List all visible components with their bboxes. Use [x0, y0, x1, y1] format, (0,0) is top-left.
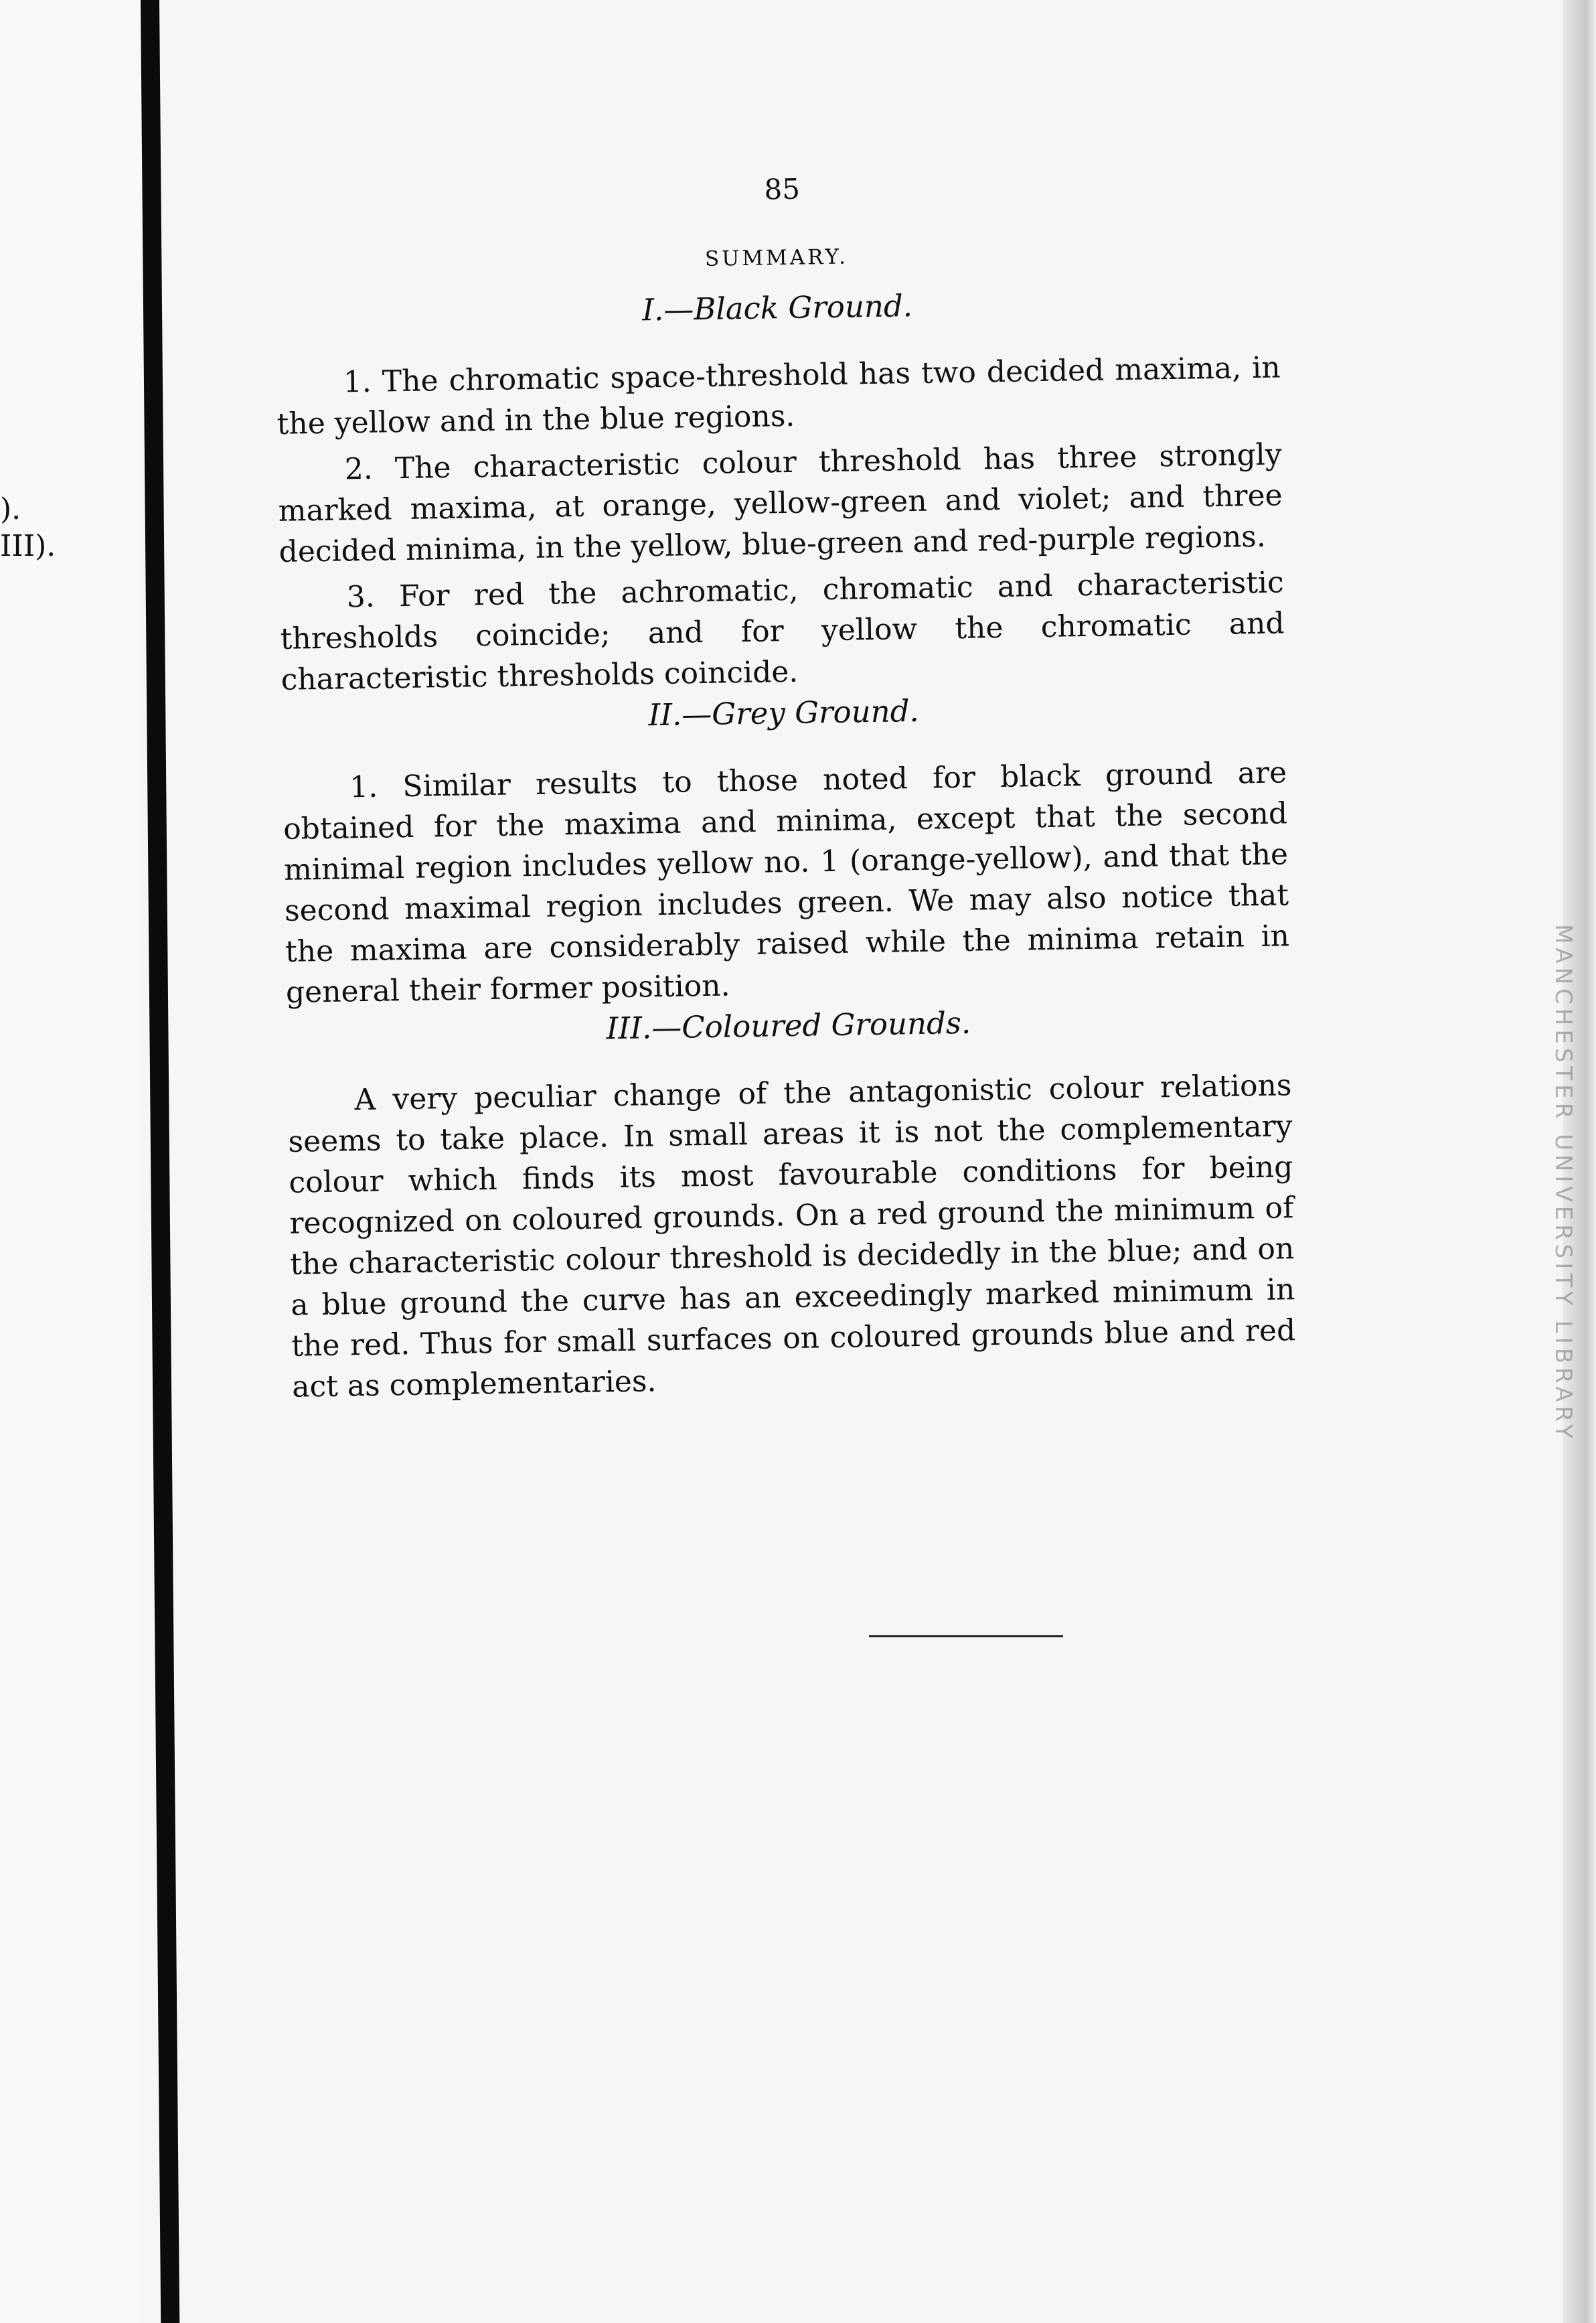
section-heading: I.—Black Ground.: [641, 288, 913, 328]
library-stamp: MANCHESTER UNIVERSITY LIBRARY: [1550, 924, 1577, 1442]
paragraph: 1. Similar results to those noted for black ground are obtained for the maxima and minima, except that the second minimal region includes yellow no. 1 (orange-yellow), and that the second maximal region includes green. We may also notice that the maxima are considerably raised while the minima retain in general their former position.: [283, 755, 1290, 1010]
margin-fragment: III).: [0, 529, 56, 563]
section-heading: II.—Grey Ground.: [648, 692, 920, 733]
end-rule: [869, 1635, 1063, 1637]
page-number: 85: [764, 172, 801, 206]
paragraph: 1. The chromatic space-threshold has two decided maxima, in the yellow and in the blue regions.: [276, 350, 1281, 441]
summary-title: SUMMARY.: [704, 244, 849, 271]
section-black-ground: [275, 282, 1285, 700]
page-content: [273, 165, 1297, 1407]
paragraph: 2. The characteristic colour threshold has three strongly marked maxima, at orange, yellow-green and violet; and three decided minima, in the yellow, blue-green and red-purple regions.: [278, 437, 1283, 569]
section-grey-ground: [281, 687, 1290, 1013]
section-heading: III.—Coloured Grounds.: [606, 1004, 971, 1047]
book-page: [159, 0, 1549, 2323]
section-coloured-grounds: [287, 1000, 1297, 1407]
margin-fragment: ).: [0, 492, 21, 526]
paragraph: 3. For red the achromatic, chromatic and characteristic thresholds coincide; and for yellow the chromatic and characteristic thresholds coincide.: [280, 565, 1285, 697]
previous-page-margin: [0, 0, 141, 2323]
paragraph: A very peculiar change of the antagonistic colour relations seems to take place. In small areas it is not the complementary colour which finds its most favourable conditions for being recognized on coloured grounds. On a red ground the minimum of the characteristic colour threshold is decidedly in the blue; and on a blue ground the curve has an exceedingly marked minimum in the red. Thus for small surfaces on coloured grounds blue and red act as complementaries.: [288, 1068, 1296, 1404]
